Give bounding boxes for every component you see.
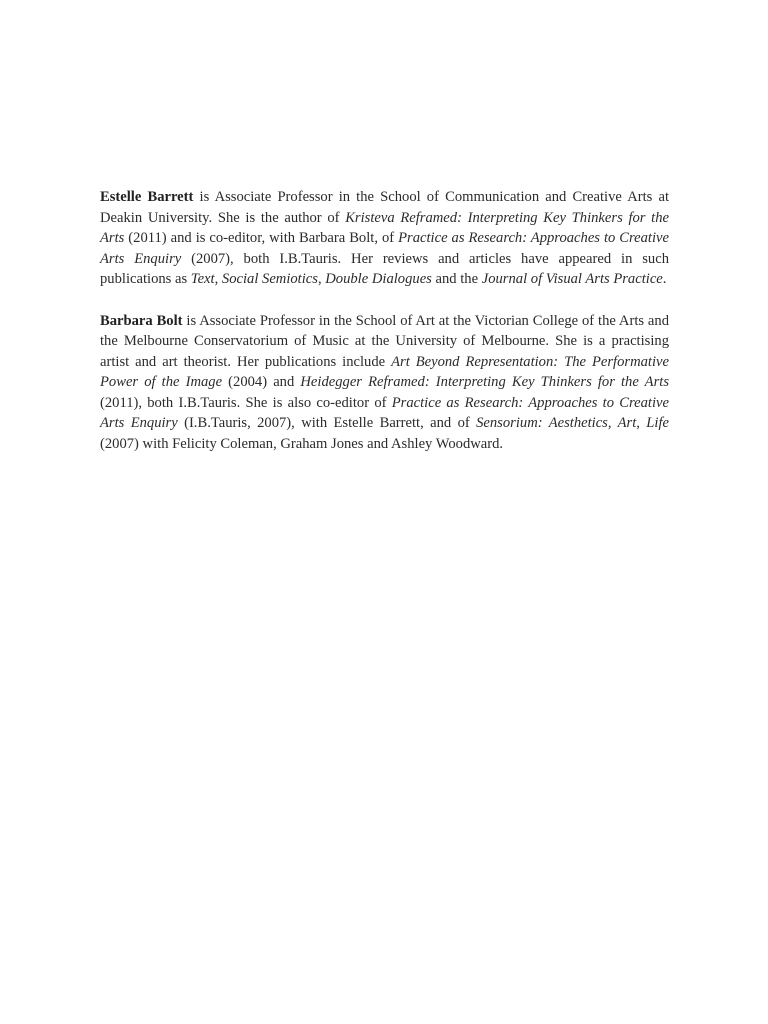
bio-text: (2011), both I.B.Tauris. She is also co-editor of: [100, 394, 392, 411]
publication-title: Heidegger Reframed: Interpreting Key Thinkers for the Arts: [300, 374, 670, 390]
publication-title: Sensorium: Aesthetics, Art, Life: [476, 415, 669, 431]
author-name: Estelle Barrett: [100, 189, 194, 205]
bio-text: is Associate Professor in the School of Art at the Victorian College of the Arts and the Melbourne Conservatorium of Music at the University of Melbourne. She is a practising artist and art theorist. Her publications include: [100, 312, 670, 370]
publication-title: Art Beyond Representation: The Performative Power of the Image: [100, 353, 669, 390]
bio-text: (2011) and is co-editor, with Barbara Bolt, of: [124, 230, 399, 246]
author-bios: [100, 187, 669, 475]
bio-text: ,: [214, 271, 222, 287]
publication-title: Practice as Research: Approaches to Creative Arts Enquiry: [100, 230, 669, 267]
publication-title: Double Dialogues: [325, 271, 432, 287]
publication-title: Text: [190, 271, 215, 287]
bio-text: (2007) with Felicity Coleman, Graham Jones and Ashley Woodward.: [100, 435, 504, 452]
bio-text: is Associate Professor in the School of Communication and Creative Arts at Deakin University. She is the author of: [100, 189, 669, 226]
bio-text: (2004) and: [222, 374, 301, 390]
author-name: Barbara Bolt: [100, 312, 183, 329]
author-bio-paragraph: [100, 187, 669, 290]
author-bio-paragraph: [100, 311, 669, 455]
publication-title: Journal of Visual Arts Practice: [481, 271, 663, 287]
publication-title: Practice as Research: Approaches to Creative Arts Enquiry: [100, 394, 669, 431]
bio-text: .: [662, 271, 667, 287]
bio-text: and the: [431, 271, 482, 287]
publication-title: Kristeva Reframed: Interpreting Key Thinkers for the Arts: [100, 209, 669, 246]
bio-text: (I.B.Tauris, 2007), with Estelle Barrett, and of: [177, 415, 477, 431]
bio-text: ,: [317, 271, 326, 287]
publication-title: Social Semiotics: [221, 271, 318, 287]
bio-text: (2007), both I.B.Tauris. Her reviews and articles have appeared in such publications as: [100, 250, 669, 287]
